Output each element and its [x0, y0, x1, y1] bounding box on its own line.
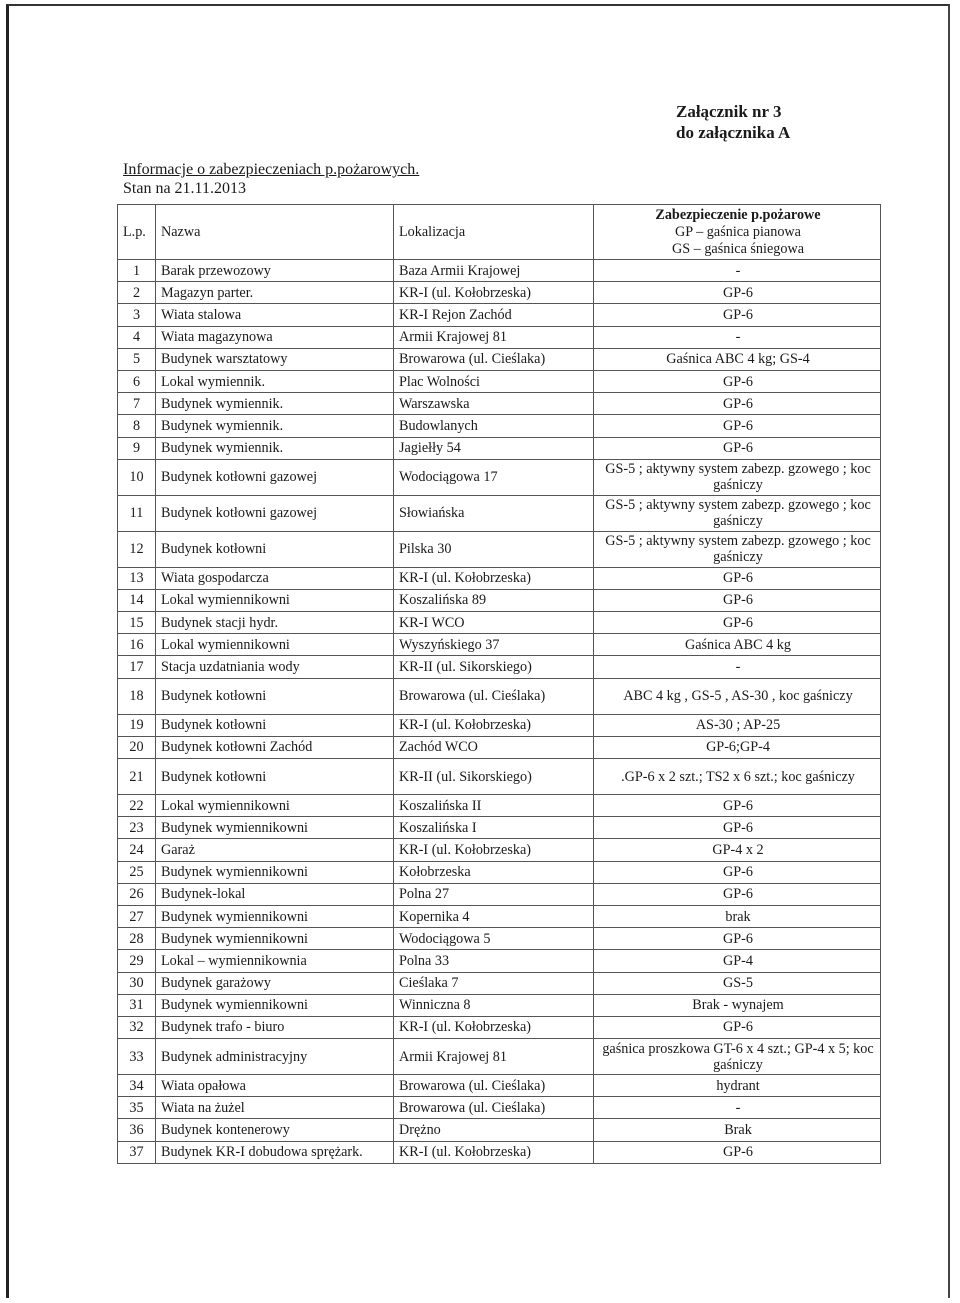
- row-name: Wiata magazynowa: [156, 326, 394, 348]
- row-protection: GP-6: [594, 795, 881, 817]
- row-number: 10: [118, 459, 156, 495]
- header-protection: [594, 205, 881, 260]
- table-row: [118, 817, 881, 839]
- table-row: [118, 393, 881, 415]
- table-row: [118, 656, 881, 678]
- row-number: 27: [118, 905, 156, 927]
- row-name: Wiata stalowa: [156, 304, 394, 326]
- row-name: Budynek kotłowni gazowej: [156, 495, 394, 531]
- row-number: 7: [118, 393, 156, 415]
- row-location: Wyszyńskiego 37: [394, 634, 594, 656]
- row-name: Budynek stacji hydr.: [156, 612, 394, 634]
- header-lp: L.p.: [118, 205, 156, 260]
- row-name: Lokal wymiennikowni: [156, 795, 394, 817]
- table-row: [118, 714, 881, 736]
- row-number: 13: [118, 567, 156, 589]
- table-row: [118, 972, 881, 994]
- row-protection: Brak - wynajem: [594, 994, 881, 1016]
- row-protection: AS-30 ; AP-25: [594, 714, 881, 736]
- document-date: Stan na 21.11.2013: [123, 180, 246, 197]
- row-location: Koszalińska II: [394, 795, 594, 817]
- annex-line-1: Załącznik nr 3: [676, 102, 782, 121]
- row-protection: gaśnica proszkowa GT-6 x 4 szt.; GP-4 x 5; koc gaśniczy: [594, 1039, 881, 1075]
- row-protection: GS-5 ; aktywny system zabezp. gzowego ; koc gaśniczy: [594, 459, 881, 495]
- row-name: Magazyn parter.: [156, 282, 394, 304]
- row-number: 25: [118, 861, 156, 883]
- row-number: 19: [118, 714, 156, 736]
- table-row: [118, 531, 881, 567]
- row-number: 3: [118, 304, 156, 326]
- row-number: 17: [118, 656, 156, 678]
- row-protection: Brak: [594, 1119, 881, 1141]
- row-protection: GP-6: [594, 612, 881, 634]
- row-protection: GP-6: [594, 567, 881, 589]
- header-location: Lokalizacja: [394, 205, 594, 260]
- row-protection: -: [594, 260, 881, 282]
- row-location: KR-II (ul. Sikorskiego): [394, 759, 594, 795]
- row-name: Budynek kotłowni Zachód: [156, 736, 394, 758]
- table-row: [118, 1075, 881, 1097]
- row-location: Koszalińska I: [394, 817, 594, 839]
- row-number: 14: [118, 589, 156, 611]
- row-protection: hydrant: [594, 1075, 881, 1097]
- row-location: KR-I (ul. Kołobrzeska): [394, 839, 594, 861]
- row-number: 8: [118, 415, 156, 437]
- row-name: Barak przewozowy: [156, 260, 394, 282]
- row-number: 35: [118, 1097, 156, 1119]
- table-body: [118, 260, 881, 1164]
- row-number: 1: [118, 260, 156, 282]
- row-name: Budynek trafo - biuro: [156, 1016, 394, 1038]
- row-location: Polna 33: [394, 950, 594, 972]
- row-name: Budynek kotłowni: [156, 678, 394, 714]
- row-protection: -: [594, 1097, 881, 1119]
- row-protection: GP-6: [594, 415, 881, 437]
- table-row: [118, 795, 881, 817]
- row-name: Stacja uzdatniania wody: [156, 656, 394, 678]
- row-protection: .GP-6 x 2 szt.; TS2 x 6 szt.; koc gaśniczy: [594, 759, 881, 795]
- fire-protection-table: [117, 204, 881, 1164]
- row-location: Browarowa (ul. Cieślaka): [394, 1097, 594, 1119]
- row-name: Budynek KR-I dobudowa sprężark.: [156, 1141, 394, 1163]
- row-location: KR-I (ul. Kołobrzeska): [394, 1016, 594, 1038]
- row-number: 31: [118, 994, 156, 1016]
- row-location: Plac Wolności: [394, 370, 594, 392]
- table-row: [118, 612, 881, 634]
- table-row: [118, 260, 881, 282]
- row-name: Lokal wymiennikowni: [156, 589, 394, 611]
- row-name: Budynek-lokal: [156, 883, 394, 905]
- table-row: [118, 348, 881, 370]
- document-header: [123, 160, 419, 198]
- row-name: Budynek wymiennik.: [156, 393, 394, 415]
- table-row: [118, 589, 881, 611]
- document-title: Informacje o zabezpieczeniach p.pożarowych.: [123, 161, 420, 178]
- table-row: [118, 1141, 881, 1163]
- table-row: [118, 994, 881, 1016]
- row-location: Koszalińska 89: [394, 589, 594, 611]
- row-name: Garaż: [156, 839, 394, 861]
- row-name: Budynek kotłowni gazowej: [156, 459, 394, 495]
- row-name: Budynek kontenerowy: [156, 1119, 394, 1141]
- table-header-row: [118, 205, 881, 260]
- row-location: Armii Krajowej 81: [394, 1039, 594, 1075]
- row-number: 24: [118, 839, 156, 861]
- row-location: KR-I (ul. Kołobrzeska): [394, 282, 594, 304]
- row-location: Armii Krajowej 81: [394, 326, 594, 348]
- row-number: 37: [118, 1141, 156, 1163]
- row-name: Budynek wymiennik.: [156, 415, 394, 437]
- row-protection: GP-6: [594, 282, 881, 304]
- row-location: Browarowa (ul. Cieślaka): [394, 678, 594, 714]
- table-row: [118, 950, 881, 972]
- row-location: Polna 27: [394, 883, 594, 905]
- row-location: Winniczna 8: [394, 994, 594, 1016]
- table-row: [118, 282, 881, 304]
- table-row: [118, 437, 881, 459]
- row-number: 36: [118, 1119, 156, 1141]
- row-number: 5: [118, 348, 156, 370]
- row-name: Budynek wymiennikowni: [156, 817, 394, 839]
- row-location: Browarowa (ul. Cieślaka): [394, 1075, 594, 1097]
- row-protection: GS-5: [594, 972, 881, 994]
- row-location: Słowiańska: [394, 495, 594, 531]
- table-row: [118, 634, 881, 656]
- row-name: Lokal wymiennikowni: [156, 634, 394, 656]
- table-row: [118, 905, 881, 927]
- row-name: Budynek wymiennikowni: [156, 905, 394, 927]
- row-name: Budynek wymiennikowni: [156, 994, 394, 1016]
- annex-label: [676, 101, 826, 143]
- row-number: 12: [118, 531, 156, 567]
- table-row: [118, 326, 881, 348]
- row-number: 6: [118, 370, 156, 392]
- row-number: 22: [118, 795, 156, 817]
- table-row: [118, 1016, 881, 1038]
- row-name: Budynek warsztatowy: [156, 348, 394, 370]
- table-row: [118, 861, 881, 883]
- table-row: [118, 736, 881, 758]
- row-location: KR-I (ul. Kołobrzeska): [394, 714, 594, 736]
- row-number: 28: [118, 928, 156, 950]
- row-name: Budynek kotłowni: [156, 714, 394, 736]
- row-name: Lokal – wymiennikownia: [156, 950, 394, 972]
- row-protection: brak: [594, 905, 881, 927]
- row-protection: GP-6: [594, 393, 881, 415]
- row-number: 4: [118, 326, 156, 348]
- row-number: 26: [118, 883, 156, 905]
- row-location: Budowlanych: [394, 415, 594, 437]
- row-number: 29: [118, 950, 156, 972]
- table-row: [118, 415, 881, 437]
- header-protection-title: Zabezpieczenie p.pożarowe: [655, 206, 821, 223]
- row-protection: GP-4 x 2: [594, 839, 881, 861]
- row-location: KR-I WCO: [394, 612, 594, 634]
- row-protection: GP-6: [594, 304, 881, 326]
- row-protection: GP-4: [594, 950, 881, 972]
- row-location: Kopernika 4: [394, 905, 594, 927]
- table-row: [118, 883, 881, 905]
- row-protection: -: [594, 656, 881, 678]
- row-protection: GP-6: [594, 861, 881, 883]
- row-location: Cieślaka 7: [394, 972, 594, 994]
- row-name: Budynek wymiennikowni: [156, 928, 394, 950]
- row-protection: -: [594, 326, 881, 348]
- row-location: KR-I Rejon Zachód: [394, 304, 594, 326]
- table-row: [118, 839, 881, 861]
- row-number: 15: [118, 612, 156, 634]
- row-protection: Gaśnica ABC 4 kg: [594, 634, 881, 656]
- row-location: KR-II (ul. Sikorskiego): [394, 656, 594, 678]
- row-number: 20: [118, 736, 156, 758]
- table-row: [118, 1097, 881, 1119]
- row-protection: GP-6: [594, 1141, 881, 1163]
- row-protection: GP-6: [594, 817, 881, 839]
- row-location: Browarowa (ul. Cieślaka): [394, 348, 594, 370]
- row-protection: GP-6: [594, 370, 881, 392]
- row-protection: Gaśnica ABC 4 kg; GS-4: [594, 348, 881, 370]
- row-name: Budynek garażowy: [156, 972, 394, 994]
- row-location: Jagiełły 54: [394, 437, 594, 459]
- row-location: Drężno: [394, 1119, 594, 1141]
- row-number: 33: [118, 1039, 156, 1075]
- row-name: Budynek kotłowni: [156, 531, 394, 567]
- row-name: Budynek wymiennikowni: [156, 861, 394, 883]
- row-number: 32: [118, 1016, 156, 1038]
- row-number: 34: [118, 1075, 156, 1097]
- row-number: 16: [118, 634, 156, 656]
- table-row: [118, 678, 881, 714]
- row-location: Kołobrzeska: [394, 861, 594, 883]
- row-location: Baza Armii Krajowej: [394, 260, 594, 282]
- table-row: [118, 928, 881, 950]
- row-location: KR-I (ul. Kołobrzeska): [394, 1141, 594, 1163]
- row-number: 18: [118, 678, 156, 714]
- header-name: Nazwa: [156, 205, 394, 260]
- table-row: [118, 567, 881, 589]
- table-row: [118, 1039, 881, 1075]
- row-protection: ABC 4 kg , GS-5 , AS-30 , koc gaśniczy: [594, 678, 881, 714]
- row-protection: GS-5 ; aktywny system zabezp. gzowego ; koc gaśniczy: [594, 531, 881, 567]
- row-location: Zachód WCO: [394, 736, 594, 758]
- row-protection: GP-6;GP-4: [594, 736, 881, 758]
- row-number: 11: [118, 495, 156, 531]
- row-name: Lokal wymiennik.: [156, 370, 394, 392]
- row-protection: GP-6: [594, 589, 881, 611]
- row-number: 23: [118, 817, 156, 839]
- row-number: 2: [118, 282, 156, 304]
- header-protection-gp: GP – gaśnica pianowa: [675, 223, 801, 240]
- row-number: 30: [118, 972, 156, 994]
- row-protection: GP-6: [594, 883, 881, 905]
- row-number: 9: [118, 437, 156, 459]
- row-protection: GP-6: [594, 437, 881, 459]
- row-location: Pilska 30: [394, 531, 594, 567]
- table-row: [118, 495, 881, 531]
- table-row: [118, 459, 881, 495]
- annex-line-2: do załącznika A: [676, 123, 791, 142]
- table-row: [118, 370, 881, 392]
- table-row: [118, 759, 881, 795]
- row-protection: GS-5 ; aktywny system zabezp. gzowego ; koc gaśniczy: [594, 495, 881, 531]
- table-row: [118, 304, 881, 326]
- row-name: Budynek kotłowni: [156, 759, 394, 795]
- row-location: Wodociągowa 17: [394, 459, 594, 495]
- row-location: Warszawska: [394, 393, 594, 415]
- row-name: Budynek administracyjny: [156, 1039, 394, 1075]
- row-name: Wiata gospodarcza: [156, 567, 394, 589]
- row-location: Wodociągowa 5: [394, 928, 594, 950]
- row-name: Wiata na żużel: [156, 1097, 394, 1119]
- row-name: Wiata opałowa: [156, 1075, 394, 1097]
- table-row: [118, 1119, 881, 1141]
- row-number: 21: [118, 759, 156, 795]
- row-location: KR-I (ul. Kołobrzeska): [394, 567, 594, 589]
- row-name: Budynek wymiennik.: [156, 437, 394, 459]
- header-protection-gs: GS – gaśnica śniegowa: [672, 240, 804, 257]
- row-protection: GP-6: [594, 1016, 881, 1038]
- row-protection: GP-6: [594, 928, 881, 950]
